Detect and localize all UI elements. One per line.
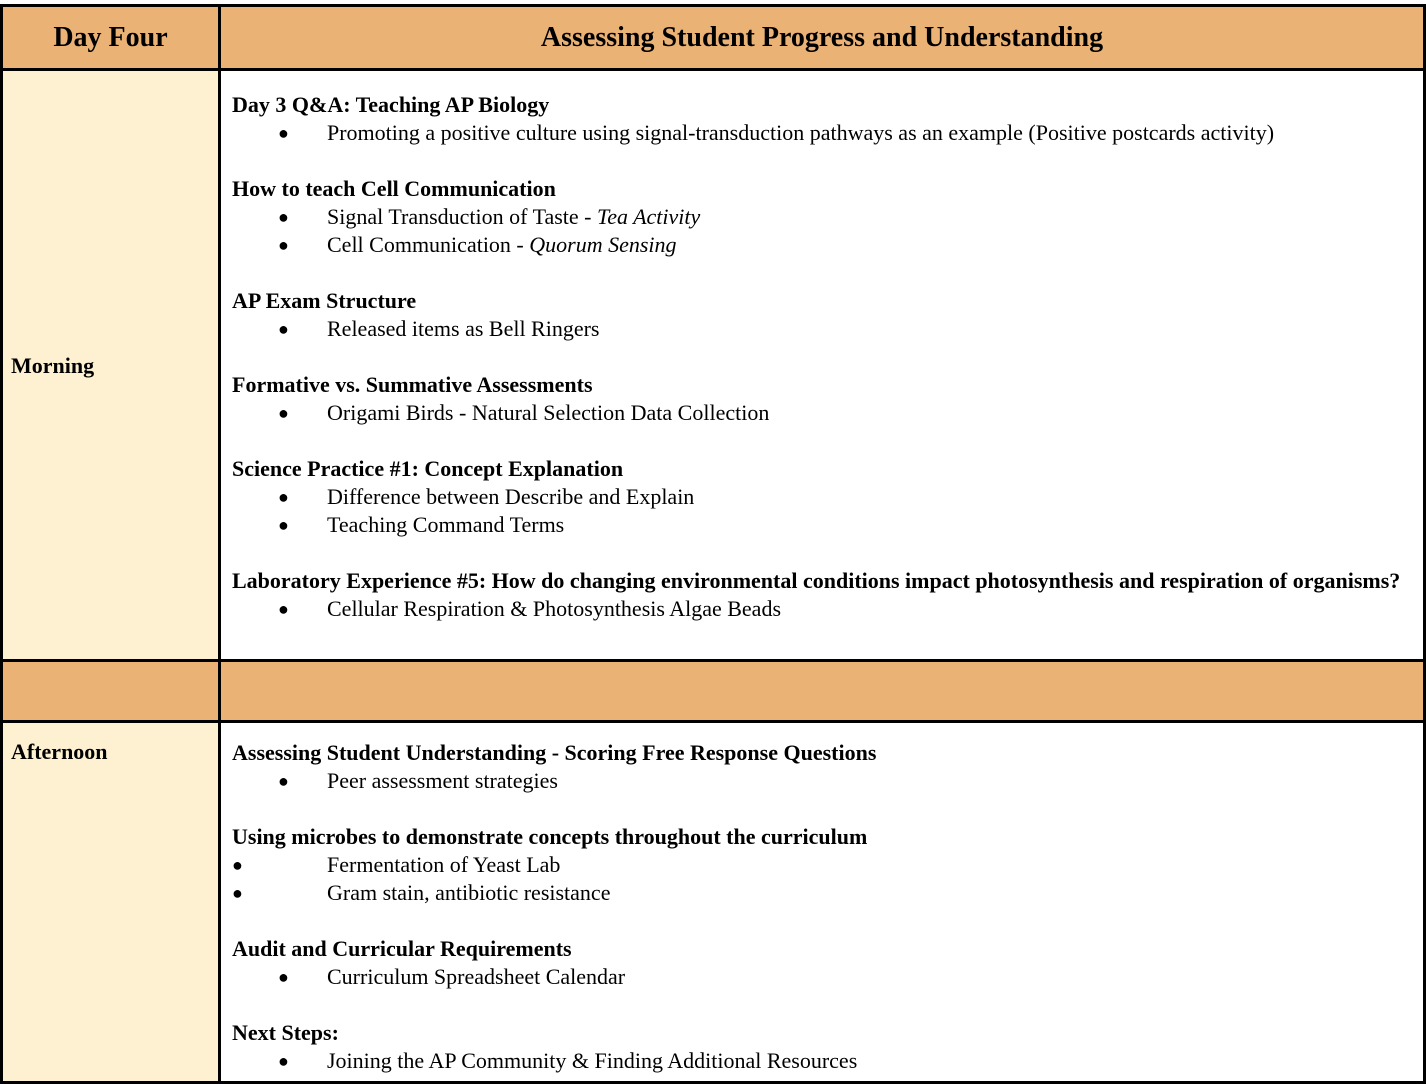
- morning-label: Morning: [11, 353, 95, 378]
- list-item-text: Released items as Bell Ringers: [327, 316, 600, 341]
- list-item-text: Peer assessment strategies: [327, 768, 558, 793]
- list-item-emphasis: Tea Activity: [597, 204, 701, 229]
- afternoon-label-cell: [3, 723, 221, 1081]
- bullet-icon: ●: [278, 967, 289, 987]
- morning-label-cell: [3, 71, 221, 659]
- theme-header-cell: [221, 7, 1423, 68]
- topic-title: Audit and Curricular Requirements: [232, 936, 572, 961]
- list-item: [232, 399, 1403, 427]
- list-item: [232, 879, 1403, 907]
- bullet-list: [232, 767, 1403, 795]
- topic-block: [232, 567, 1403, 623]
- break-left-cell: [3, 662, 221, 720]
- bullet-icon: ●: [278, 235, 289, 255]
- list-item-text: Gram stain, antibiotic resistance: [327, 880, 611, 905]
- topic-title: Next Steps:: [232, 1020, 339, 1045]
- list-item-text: Curriculum Spreadsheet Calendar: [327, 964, 626, 989]
- bullet-icon: ●: [278, 123, 289, 143]
- bullet-list: [232, 119, 1403, 147]
- topic-title: Assessing Student Understanding - Scoring Free Response Questions: [232, 740, 877, 765]
- morning-topics: [232, 91, 1403, 623]
- bullet-list: [232, 963, 1403, 991]
- list-item: [232, 315, 1403, 343]
- bullet-icon: ●: [278, 207, 289, 227]
- topic-title: AP Exam Structure: [232, 288, 417, 313]
- bullet-list: [232, 595, 1403, 623]
- schedule-table: [0, 4, 1426, 1084]
- list-item-text: Fermentation of Yeast Lab: [327, 852, 561, 877]
- break-row: [0, 662, 1426, 723]
- topic-title: Science Practice #1: Concept Explanation: [232, 456, 624, 481]
- afternoon-label: Afternoon: [11, 739, 108, 764]
- afternoon-row: [0, 723, 1426, 1084]
- break-right-cell: [221, 662, 1423, 720]
- bullet-icon: ●: [278, 515, 289, 535]
- afternoon-content-cell: [221, 723, 1423, 1081]
- list-item-text: Joining the AP Community & Finding Additional Resources: [327, 1048, 858, 1073]
- bullet-icon: ●: [278, 1051, 289, 1071]
- list-item: [232, 483, 1403, 511]
- day-heading: Day Four: [53, 21, 168, 53]
- topic-block: [232, 455, 1403, 539]
- topic-title: Formative vs. Summative Assessments: [232, 372, 593, 397]
- bullet-list: [232, 483, 1403, 539]
- bullet-icon: ●: [278, 599, 289, 619]
- topic-block: [232, 1019, 1403, 1075]
- topic-block: [232, 739, 1403, 795]
- bullet-list: [232, 399, 1403, 427]
- bullet-list: [232, 203, 1403, 259]
- bullet-list: [232, 1047, 1403, 1075]
- afternoon-topics: [232, 739, 1403, 1075]
- list-item: [232, 963, 1403, 991]
- topic-title: Using microbes to demonstrate concepts throughout the curriculum: [232, 824, 868, 849]
- bullet-icon: ●: [278, 771, 289, 791]
- list-item-text: Difference between Describe and Explain: [327, 484, 695, 509]
- list-item-text: Cell Communication -: [327, 232, 530, 257]
- bullet-icon: ●: [232, 855, 243, 875]
- topic-block: [232, 175, 1403, 259]
- list-item: [232, 851, 1403, 879]
- list-item: [232, 119, 1403, 147]
- list-item: [232, 231, 1403, 259]
- topic-title: How to teach Cell Communication: [232, 176, 556, 201]
- topic-block: [232, 823, 1403, 907]
- morning-row: [0, 71, 1426, 662]
- day-header-cell: [3, 7, 221, 68]
- bullet-list: [232, 315, 1403, 343]
- list-item: [232, 1047, 1403, 1075]
- topic-title: Day 3 Q&A: Teaching AP Biology: [232, 92, 550, 117]
- topic-block: [232, 371, 1403, 427]
- topic-block: [232, 935, 1403, 991]
- bullet-icon: ●: [278, 319, 289, 339]
- list-item-text: Promoting a positive culture using signal-transduction pathways as an example (Positive postcards activity): [327, 120, 1275, 145]
- header-row: [0, 4, 1426, 71]
- topic-block: [232, 287, 1403, 343]
- topic-block: [232, 91, 1403, 147]
- bullet-icon: ●: [278, 403, 289, 423]
- list-item: [232, 767, 1403, 795]
- bullet-icon: ●: [232, 883, 243, 903]
- list-item-emphasis: Quorum Sensing: [529, 232, 677, 257]
- topic-title: Laboratory Experience #5: How do changing environmental conditions impact photosynthesis and respiration of organisms?: [232, 568, 1401, 593]
- morning-content-cell: [221, 71, 1423, 659]
- list-item: [232, 511, 1403, 539]
- list-item: [232, 203, 1403, 231]
- bullet-icon: ●: [278, 487, 289, 507]
- bullet-list: [232, 851, 1403, 907]
- list-item-text: Teaching Command Terms: [327, 512, 565, 537]
- theme-heading: Assessing Student Progress and Understanding: [540, 21, 1104, 53]
- list-item-text: Origami Birds - Natural Selection Data Collection: [327, 400, 770, 425]
- list-item: [232, 595, 1403, 623]
- list-item-text: Signal Transduction of Taste -: [327, 204, 597, 229]
- list-item-text: Cellular Respiration & Photosynthesis Algae Beads: [327, 596, 782, 621]
